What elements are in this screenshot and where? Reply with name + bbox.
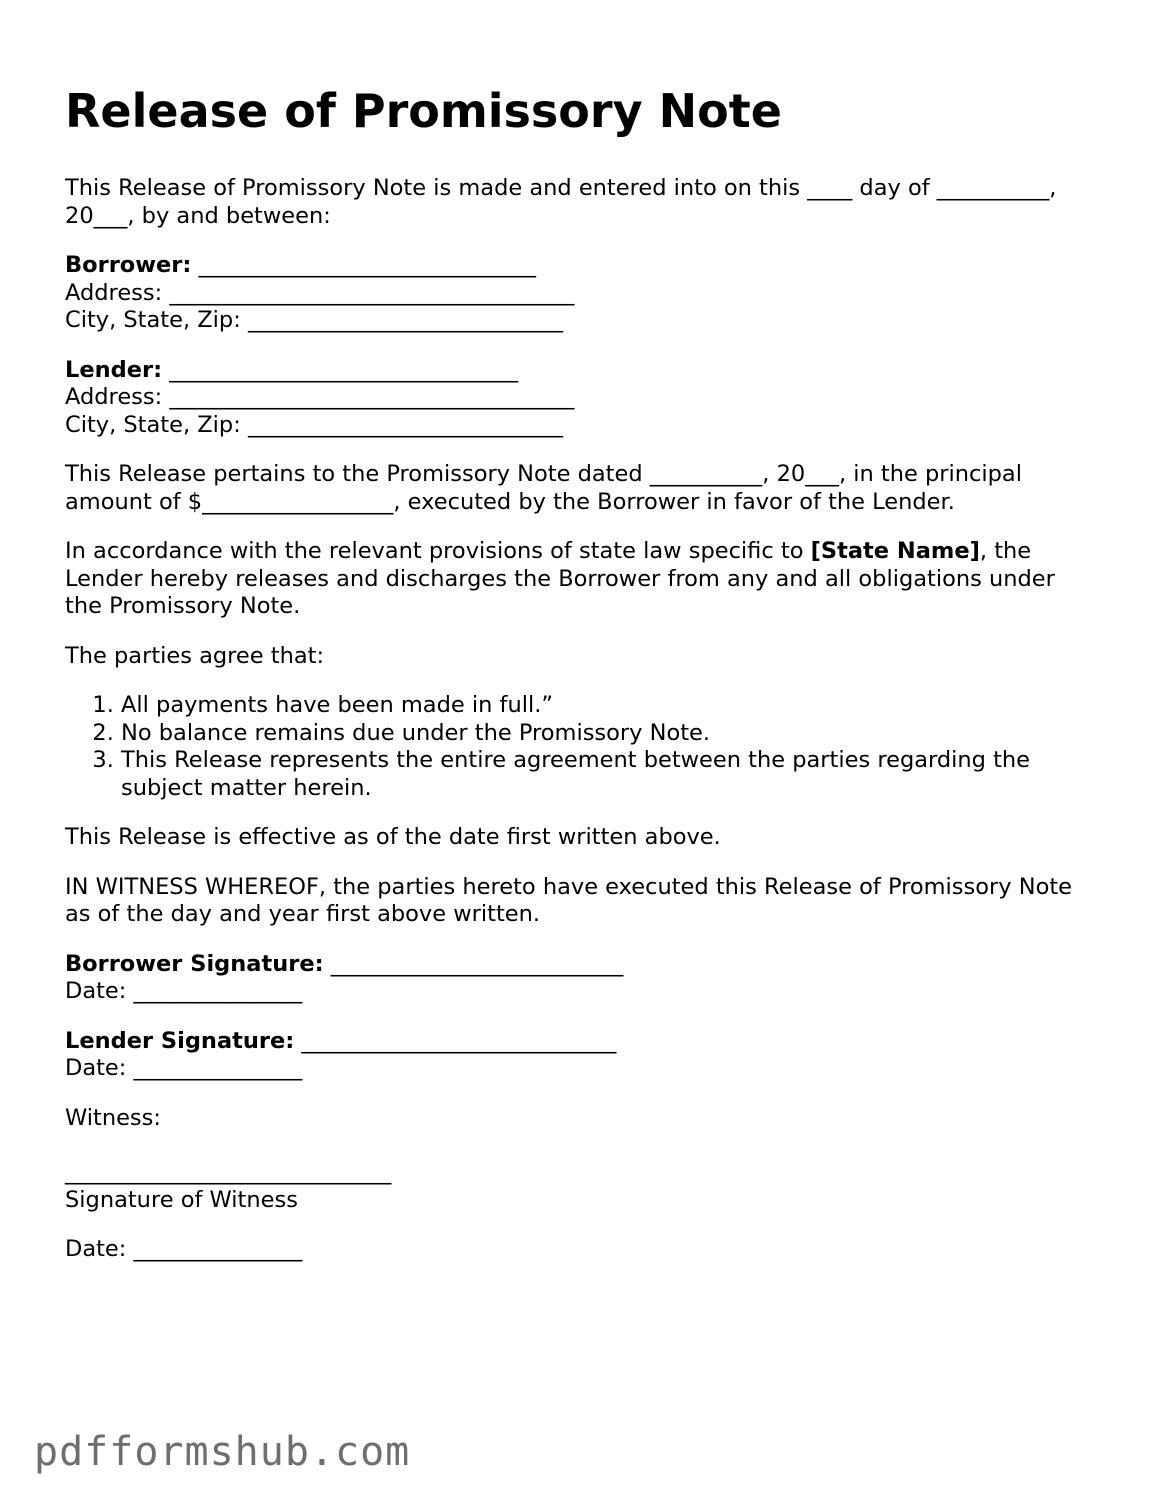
accordance-line-2: Lender hereby releases and discharges the Borrower from any and all obligations under — [65, 565, 1055, 592]
list-item: 3. This Release represents the entire agreement between the parties regarding the subject matter herein. — [121, 747, 1105, 802]
lender-address-line: Address: ____________________________________ — [65, 384, 575, 410]
intro-line-1: This Release of Promissory Note is made and entered into on this ____ day of __________, — [65, 175, 1057, 201]
lender-block — [65, 357, 1105, 440]
lender-city-line: City, State, Zip: ____________________________ — [65, 411, 563, 438]
list-item: 1. All payments have been made in full.” — [121, 692, 1105, 720]
pertains-line-2: amount of $_________________, executed by the Borrower in favor of the Lender. — [65, 488, 955, 515]
borrower-signature-label: Borrower Signature: — [65, 950, 324, 977]
borrower-name-blank: ______________________________ — [191, 252, 537, 278]
intro-paragraph — [65, 175, 1105, 230]
witness-signature-caption: Signature of Witness — [65, 1186, 298, 1213]
witness-whereof-line-1: IN WITNESS WHEREOF, the parties hereto have executed this Release of Promissory Note — [65, 873, 1072, 900]
borrower-address-line: Address: ____________________________________ — [65, 279, 575, 306]
intro-line-2: 20___, by and between: — [65, 202, 331, 229]
state-name-placeholder: [State Name] — [810, 538, 980, 564]
list-item: 2. No balance remains due under the Promissory Note. — [121, 720, 1105, 748]
effective-text: This Release is effective as of the date first written above. — [65, 824, 721, 850]
witness-label: Witness: — [65, 1104, 161, 1131]
borrower-signature-date: Date: _______________ — [65, 978, 303, 1004]
lender-label: Lender: — [65, 356, 163, 383]
agreement-list — [65, 692, 1105, 802]
borrower-city-line: City, State, Zip: ____________________________ — [65, 307, 563, 333]
document-page — [65, 80, 1105, 1286]
lender-name-line — [65, 357, 1105, 385]
accordance-line-3: the Promissory Note. — [65, 593, 301, 619]
lender-signature-block — [65, 1028, 1105, 1083]
pertains-line-1: This Release pertains to the Promissory Note dated __________, 20___, in the principal — [65, 461, 1022, 487]
lender-name-blank: _______________________________ — [162, 356, 518, 383]
witness-whereof-paragraph — [65, 874, 1105, 929]
watermark: pdfformshub.com — [34, 1429, 411, 1475]
witness-block — [65, 1105, 1105, 1215]
document-title: Release of Promissory Note — [65, 84, 782, 138]
accordance-paragraph — [65, 538, 1105, 621]
borrower-signature-line — [65, 951, 1105, 979]
witness-whereof-line-2: as of the day and year first above written. — [65, 901, 541, 927]
borrower-name-line — [65, 252, 1105, 280]
accordance-pre: In accordance with the relevant provisions of state law specific to — [65, 538, 811, 564]
accordance-post: , the — [979, 538, 1032, 564]
borrower-block — [65, 252, 1105, 335]
witness-spacer — [65, 1132, 1105, 1159]
lender-signature-line — [65, 1028, 1105, 1056]
witness-signature-line: _____________________________ — [65, 1159, 392, 1185]
lender-signature-date: Date: _______________ — [65, 1055, 303, 1081]
witness-date: Date: _______________ — [65, 1236, 303, 1262]
borrower-signature-block — [65, 951, 1105, 1006]
parties-agree-text: The parties agree that: — [65, 642, 325, 669]
lender-signature-label: Lender Signature: — [65, 1027, 295, 1054]
pertains-paragraph — [65, 461, 1105, 516]
borrower-label: Borrower: — [65, 252, 192, 278]
lender-signature-blank: ____________________________ — [294, 1027, 617, 1054]
borrower-signature-blank: __________________________ — [323, 950, 624, 977]
